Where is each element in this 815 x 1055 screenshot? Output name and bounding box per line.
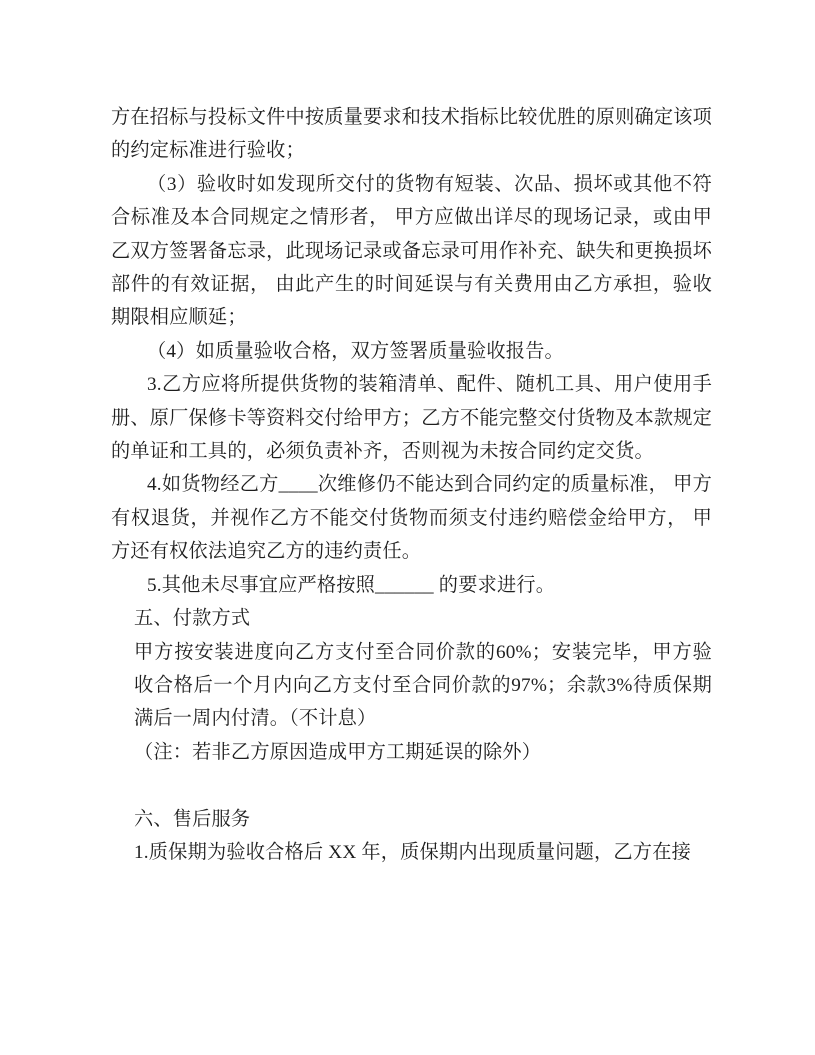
clause-3-inspection-records: （3）验收时如发现所交付的货物有短装、次品、损坏或其他不符合标准及本合同规定之情形者， 甲方应做出详尽的现场记录，或由甲乙双方签署备忘录，此现场记录或备忘录可用作补充、缺失和更换损坏部件的有效证据， 由此产生的时间延误与有关费用由乙方承担，验收期限相应顺延； xyxy=(111,173,713,329)
contract-text-block xyxy=(111,101,712,869)
clause-payment-note: （注：若非乙方原因造成甲方工期延误的除外） xyxy=(134,741,542,763)
heading-payment-method: 五、付款方式 xyxy=(134,608,251,630)
clause-repair-limit-return: 4.如货物经乙方____次维修仍不能达到合同约定的质量标准， 甲方有权退货，并视作乙方不能交付货物而须支付违约赔偿金给甲方， 甲方还有权依法追究乙方的违约责任。 xyxy=(111,474,712,563)
after-sales-section xyxy=(111,803,712,870)
clause-payment-terms: 甲方按安装进度向乙方支付至合同价款的60%；安装完毕，甲方验收合格后一个月内向乙方支付至合同价款的97%；余款3%待质保期满后一周内付清。（不计息） xyxy=(134,641,712,730)
clause-warranty-period: 1.质保期为验收合格后 XX 年，质保期内出现质量问题，乙方在接 xyxy=(134,841,691,863)
payment-section xyxy=(111,602,712,769)
clause-delivery-documents: 3.乙方应将所提供货物的装箱清单、配件、随机工具、用户使用手册、原厂保修卡等资料交付给甲方；乙方不能完整交付货物及本款规定的单证和工具的，必须负责补齐，否则视为未按合同约定交货。 xyxy=(111,374,713,463)
clause-other-matters: 5.其他未尽事宜应严格按照______ 的要求进行。 xyxy=(147,574,556,596)
clause-acceptance-standard-continuation: 方在招标与投标文件中按质量要求和技术指标比较优胜的原则确定该项的约定标准进行验收； xyxy=(111,107,713,162)
heading-after-sales-service: 六、售后服务 xyxy=(134,808,251,830)
clause-4-acceptance-report: （4）如质量验收合格，双方签署质量验收报告。 xyxy=(147,340,564,362)
